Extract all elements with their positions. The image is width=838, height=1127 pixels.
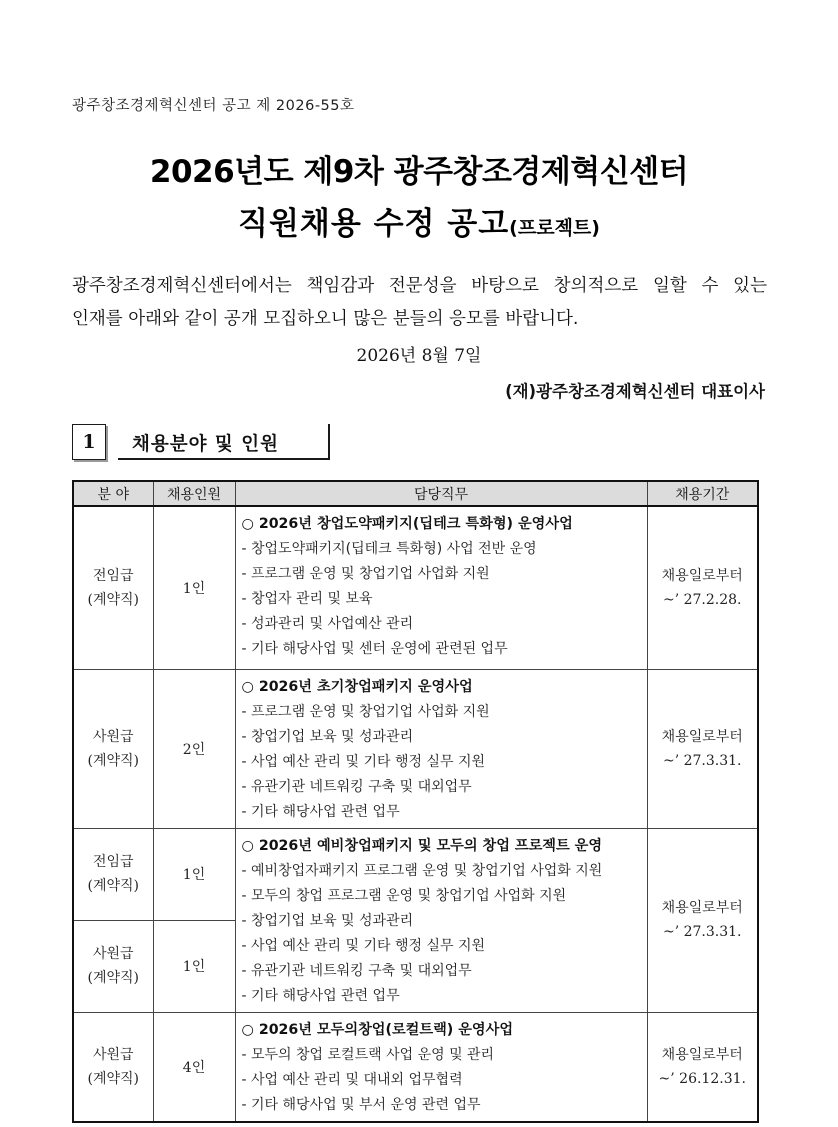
- duty-item: - 프로그램 운영 및 창업기업 사업화 지원: [241, 566, 490, 582]
- duty-item: - 사업 예산 관리 및 기타 행정 실무 지원: [241, 753, 486, 770]
- category-cell: [73, 920, 153, 1012]
- duty-item: - 창업기업 보육 및 성과관리: [241, 728, 414, 745]
- duty-item: - 모두의 창업 프로그램 운영 및 창업기업 사업화 지원: [241, 887, 567, 904]
- document-title-line2: [0, 198, 838, 243]
- intro-line1: 광주창조경제혁신센터에서는 책임감과 전문성을 바탕으로 창의적으로 일할 수 있는: [72, 276, 767, 296]
- intro-paragraph: [72, 270, 767, 336]
- title-suffix: (프로젝트): [509, 217, 600, 239]
- contract-label: (계약직): [87, 752, 139, 769]
- duty-item: - 창업자 관리 및 보육: [241, 591, 373, 607]
- duty-item: - 사업 예산 관리 및 대내외 업무협력: [241, 1071, 463, 1088]
- headcount-cell: 1인: [153, 920, 235, 1012]
- category-cell: [73, 506, 153, 669]
- duty-item: - 창업기업 보육 및 성과관리: [241, 912, 414, 929]
- period-cell: [647, 669, 758, 828]
- table-row: [73, 669, 758, 828]
- announcement-date: 2026년 8월 7일: [356, 346, 482, 366]
- notice-number: 광주창조경제혁신센터 공고 제 2026-55호: [72, 98, 355, 114]
- category-label: 사원급: [92, 728, 134, 745]
- duties-cell: [235, 1012, 647, 1122]
- title-main: 직원채용 수정 공고: [238, 206, 510, 242]
- duty-item: - 모두의 창업 로컬트랙 사업 운영 및 관리: [241, 1046, 495, 1063]
- duty-item: - 프로그램 운영 및 창업기업 사업화 지원: [241, 703, 490, 720]
- category-label: 사원급: [92, 1046, 134, 1063]
- category-label: 전임급: [92, 854, 134, 870]
- duty-item: - 기타 해당사업 및 부서 운영 관련 업무: [241, 1096, 481, 1113]
- header-period: 채용기간: [647, 481, 758, 506]
- section-title: 채용분야 및 인원: [118, 424, 330, 460]
- period-end: ~’ 27.2.28.: [662, 591, 742, 608]
- category-cell: [73, 669, 153, 828]
- category-cell: [73, 1012, 153, 1122]
- period-end: ~’ 26.12.31.: [658, 1070, 746, 1087]
- recruitment-table: [72, 480, 759, 1123]
- duty-item: - 유관기관 네트워킹 구축 및 대외업무: [241, 962, 472, 979]
- period-start: 채용일로부터: [661, 728, 743, 745]
- period-start: 채용일로부터: [661, 900, 743, 916]
- category-cell: [73, 828, 153, 920]
- duties-cell: [235, 669, 647, 828]
- duty-item: - 기타 해당사업 및 센터 운영에 관련된 업무: [241, 641, 508, 657]
- duty-item: - 창업도약패키지(딥테크 특화형) 사업 전반 운영: [241, 541, 537, 557]
- header-field: 분 야: [73, 481, 153, 506]
- duties-cell: [235, 828, 647, 1012]
- intro-line2: 인재를 아래와 같이 공개 모집하오니 많은 분들의 응모를 바랍니다.: [72, 309, 579, 329]
- section-number: 1: [72, 424, 106, 460]
- period-cell: [647, 1012, 758, 1122]
- table-row: [73, 828, 758, 920]
- table-header-row: [73, 481, 758, 506]
- contract-label: (계약직): [87, 1070, 139, 1087]
- headcount-cell: 1인: [153, 506, 235, 669]
- category-label: 전임급: [92, 567, 134, 584]
- headcount-cell: 2인: [153, 669, 235, 828]
- contract-label: (계약직): [87, 970, 139, 986]
- document-title-line1: 2026년도 제9차 광주창조경제혁신센터: [149, 154, 689, 190]
- period-start: 채용일로부터: [661, 1046, 743, 1063]
- category-label: 사원급: [92, 946, 134, 962]
- period-cell: [647, 506, 758, 669]
- duty-item: - 기타 해당사업 관련 업무: [241, 803, 400, 820]
- period-start: 채용일로부터: [661, 567, 743, 584]
- header-headcount: 채용인원: [153, 481, 235, 506]
- duty-title: ○ 2026년 창업도약패키지(딥테크 특화형) 운영사업: [241, 516, 573, 532]
- table-row: [73, 1012, 758, 1122]
- table-row: [73, 506, 758, 669]
- period-end: ~’ 27.3.31.: [662, 924, 742, 940]
- duties-cell: [235, 506, 647, 669]
- period-end: ~’ 27.3.31.: [662, 752, 742, 769]
- duty-title: ○ 2026년 예비창업패키지 및 모두의 창업 프로젝트 운영: [241, 837, 603, 854]
- period-cell: [647, 828, 758, 1012]
- duty-item: - 기타 해당사업 관련 업무: [241, 987, 400, 1004]
- header-duties: 담당직무: [235, 481, 647, 506]
- duty-item: - 유관기관 네트워킹 구축 및 대외업무: [241, 778, 472, 795]
- headcount-cell: 1인: [153, 828, 235, 920]
- duty-title: ○ 2026년 초기창업패키지 운영사업: [241, 678, 473, 695]
- duty-title: ○ 2026년 모두의창업(로컬트랙) 운영사업: [241, 1021, 514, 1038]
- duty-item: - 성과관리 및 사업예산 관리: [241, 616, 414, 632]
- duty-item: - 예비창업자패키지 프로그램 운영 및 창업기업 사업화 지원: [241, 862, 603, 879]
- contract-label: (계약직): [87, 591, 139, 608]
- organization-signature: (재)광주창조경제혁신센터 대표이사: [505, 382, 765, 401]
- contract-label: (계약직): [87, 878, 139, 894]
- duty-item: - 사업 예산 관리 및 기타 행정 실무 지원: [241, 937, 486, 954]
- headcount-cell: 4인: [153, 1012, 235, 1122]
